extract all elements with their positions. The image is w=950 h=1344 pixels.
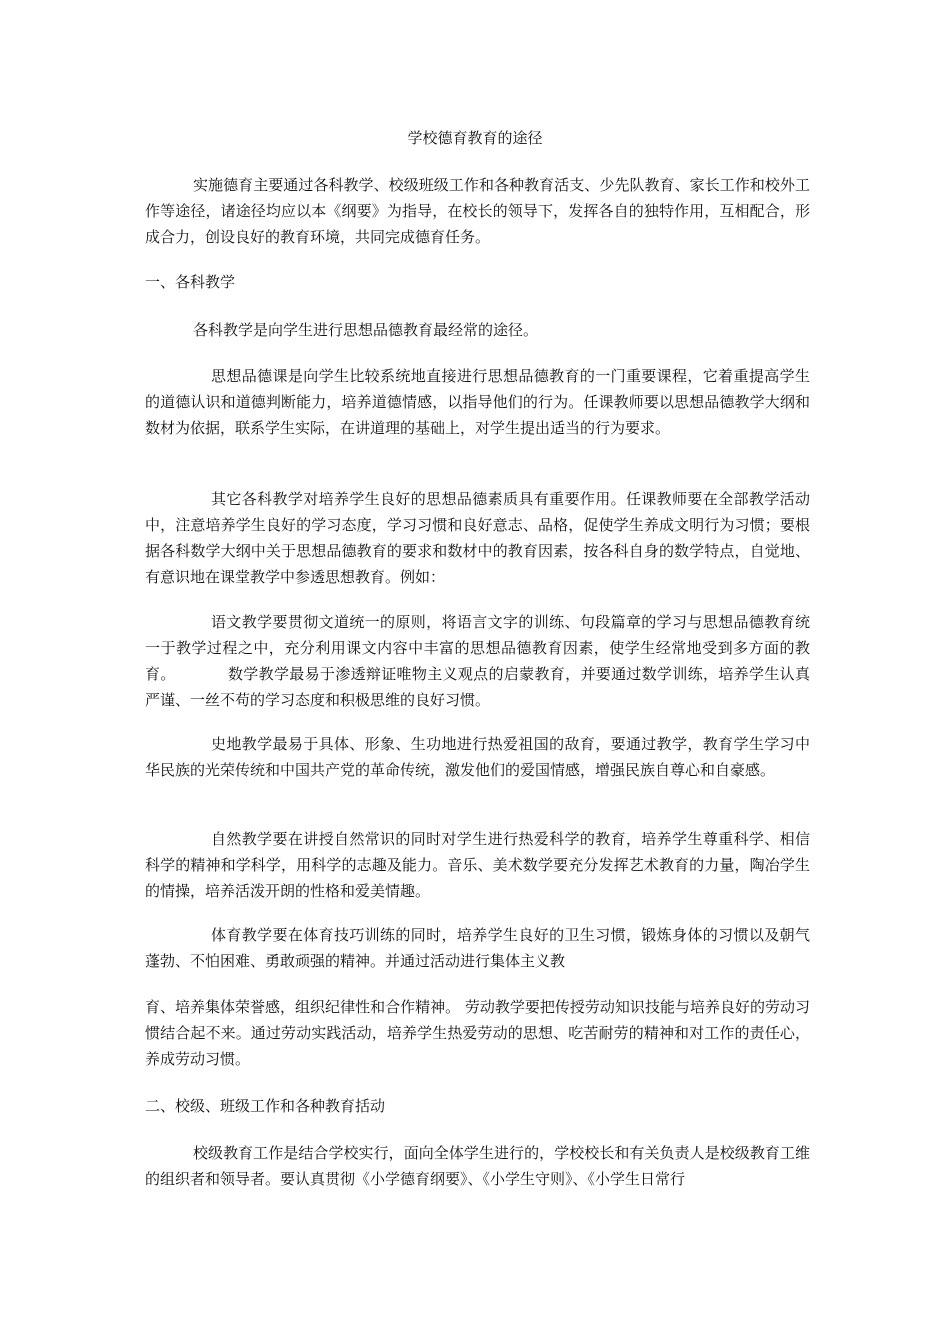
intro-paragraph: 实施德育主要通过各科教学、校级班级工作和各种教育活支、少先队教育、家长工作和校外工作等途径，诸途径均应以本《纲要》为指导，在校长的领导下，发挥各自的独特作用，互相配合，形成合力，创设良好的教育环境，共同完成德育任务。 [145, 176, 810, 246]
math-teaching-text: 数学教学最易于渗透辩证唯物主义观点的启蒙教育，并要通过数学训练，培养学生认真严谨、一丝不苟的学习态度和积极思维的良好习惯。 [145, 665, 810, 709]
language-teaching-text: 语文教学要贯彻文道统一的原则，将语言文字的训练、句段篇章的学习与思想品德教育统一于教学过程之中，充分利用课文内容中丰富的思想品德教育因素，使学生经常地受到多方面的教育。 [145, 613, 810, 683]
paragraph-moral-course: 思想品德课是向学生比较系统地直接进行思想品德教育的一门重要课程，它着重提高学生的道德认识和道德判断能力，培养道德情感，以指导他们的行为。任课教师要以思想品德教学大纲和数材为依据，联系学生实际，在讲道理的基础上，对学生提出适当的行为要求。 [145, 367, 810, 437]
paragraph-labor-teaching: 育、培养集体荣誉感，组织纪律性和合作精神。 劳动教学要把传授劳动知识技能与培养良好的劳动习惯结合起不来。通过劳动实践活动，培养学生热爱劳动的思想、吃苦耐劳的精神和对工作的责任心，养成劳动习惯。 [145, 998, 810, 1068]
document-title: 学校德育教育的途径 [407, 129, 543, 147]
paragraph-nature-arts: 自然教学要在讲授自然常识的同时对学生进行热爱科学的教育，培养学生尊重科学、相信科学的精神和学科学，用科学的志趣及能力。音乐、美术数学要充分发挥艺术教育的力量，陶冶学生的情操，培养活泼开朗的性格和爱美情趣。 [145, 830, 810, 900]
section-heading-2: 二、校级、班级工作和各种教育括动 [145, 1097, 386, 1115]
section-heading-1: 一、各科教学 [145, 273, 236, 291]
paragraph-other-subjects: 其它各科教学对培养学生良好的思想品德素质具有重要作用。任课教师要在全部教学活动中，注意培养学生良好的学习态度，学习习惯和良好意志、品格，促使学生养成文明行为习惯；要根据各科数学大纲中关于思想品德教育的要求和数材中的教育因素，按各科自身的数学特点，自觉地、有意识地在课堂教学中参透思想教育。例如： [145, 490, 810, 586]
paragraph-school-work: 校级教育工作是结合学校实行，面向全体学生进行的，学校校长和有关负责人是校级教育工维的组织者和领导者。要认真贯彻《小学德育纲要》、《小学生守则》、《小学生日常行 [145, 1144, 810, 1188]
paragraph-physical-education: 体育教学要在体育技巧训练的同时，培养学生良好的卫生习惯，锻炼身体的习惯以及朝气蓬勃、不怕困难、勇敢顽强的精神。并通过活动进行集体主义教 [145, 926, 810, 970]
paragraph-subject-teaching: 各科教学是向学生进行思想品德教育最经常的途径。 [193, 321, 539, 339]
paragraph-history-geography: 史地教学最易于具体、形象、生功地进行热爱祖国的敌育，要通过教学，教育学生学习中华民族的光荣传统和中国共产党的革命传统，激发他们的爱国情感，增强民族自尊心和自豪感。 [145, 735, 810, 779]
paragraph-language-math [145, 609, 810, 713]
